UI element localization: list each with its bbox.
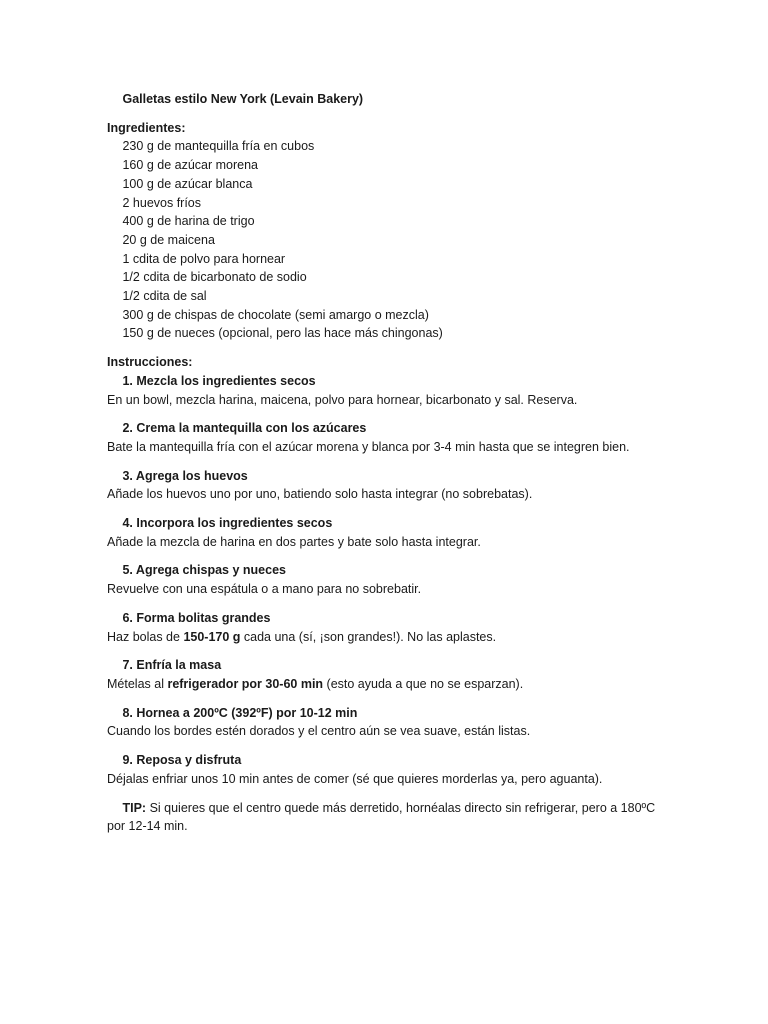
tip-text: Si quieres que el centro quede más derretido, hornéalas directo sin refrigerar, pero a 180ºC por 12-14 min. [107, 800, 656, 834]
step-body [107, 485, 667, 504]
step-heading-text: 8. Hornea a 200ºC (392ºF) por 10-12 min [122, 705, 358, 720]
step-body [107, 628, 667, 647]
ingredient-text: 100 g de azúcar blanca [122, 176, 253, 191]
recipe-document [107, 90, 667, 836]
step-body [107, 391, 667, 410]
step-heading [107, 467, 667, 486]
ingredient-item [107, 268, 667, 287]
step-body-text: (esto ayuda a que no se esparzan). [323, 676, 524, 691]
ingredients-list [107, 137, 667, 343]
ingredient-text: 160 g de azúcar morena [122, 158, 258, 173]
ingredient-item [107, 250, 667, 269]
step-heading [107, 372, 667, 391]
step-6 [107, 609, 667, 646]
ingredient-text: 150 g de nueces (opcional, pero las hace más chingonas) [122, 326, 443, 341]
step-heading [107, 751, 667, 770]
ingredient-item [107, 306, 667, 325]
step-5 [107, 561, 667, 598]
ingredient-item [107, 194, 667, 213]
step-body [107, 770, 667, 789]
step-body-text: En un bowl, mezcla harina, maicena, polvo para hornear, bicarbonato y sal. Reserva. [107, 392, 578, 407]
ingredients-heading: Ingredientes: [107, 120, 186, 135]
instructions-heading: Instrucciones: [107, 355, 193, 370]
step-body-emphasis: refrigerador por 30-60 min [167, 676, 324, 691]
tip-label: TIP: [122, 800, 147, 815]
step-heading-text: 3. Agrega los huevos [122, 468, 248, 483]
ingredient-text: 400 g de harina de trigo [122, 214, 255, 229]
ingredient-item [107, 231, 667, 250]
recipe-title [107, 90, 667, 109]
step-3 [107, 467, 667, 504]
ingredient-text: 1 cdita de polvo para hornear [122, 251, 286, 266]
ingredient-text: 2 huevos fríos [122, 195, 201, 210]
step-heading [107, 656, 667, 675]
step-2 [107, 419, 667, 456]
step-body-text: Déjalas enfriar unos 10 min antes de comer (sé que quieres morderlas ya, pero aguanta). [107, 771, 603, 786]
step-8 [107, 704, 667, 741]
recipe-title-text: Galletas estilo New York (Levain Bakery) [122, 92, 364, 106]
step-4 [107, 514, 667, 551]
step-heading [107, 704, 667, 723]
step-body-text: Añade los huevos uno por uno, batiendo solo hasta integrar (no sobrebatas). [107, 487, 533, 502]
ingredient-item [107, 175, 667, 194]
step-heading [107, 514, 667, 533]
step-body [107, 533, 667, 552]
step-body [107, 438, 667, 457]
step-7 [107, 656, 667, 693]
step-heading-text: 1. Mezcla los ingredientes secos [122, 373, 316, 388]
step-body-text: Añade la mezcla de harina en dos partes y bate solo hasta integrar. [107, 534, 481, 549]
step-body [107, 580, 667, 599]
step-9 [107, 751, 667, 788]
step-heading-text: 6. Forma bolitas grandes [122, 610, 271, 625]
step-body-emphasis: 150-170 g [183, 629, 241, 644]
step-heading [107, 419, 667, 438]
ingredient-item [107, 212, 667, 231]
ingredient-text: 20 g de maicena [122, 232, 215, 247]
tip-paragraph [107, 799, 667, 836]
ingredient-text: 230 g de mantequilla fría en cubos [122, 139, 315, 154]
ingredient-item [107, 287, 667, 306]
step-heading-text: 2. Crema la mantequilla con los azúcares [122, 421, 367, 436]
ingredient-text: 1/2 cdita de sal [122, 289, 207, 304]
ingredient-item [107, 324, 667, 343]
step-1 [107, 372, 667, 409]
step-body-text: Bate la mantequilla fría con el azúcar morena y blanca por 3-4 min hasta que se integren bien. [107, 439, 630, 454]
step-heading [107, 561, 667, 580]
step-body-text: cada una (sí, ¡son grandes!). No las aplastes. [240, 629, 497, 644]
ingredient-text: 300 g de chispas de chocolate (semi amargo o mezcla) [122, 307, 429, 322]
ingredient-item [107, 137, 667, 156]
step-heading-text: 4. Incorpora los ingredientes secos [122, 516, 333, 531]
step-heading-text: 7. Enfría la masa [122, 658, 222, 673]
step-body-text: Cuando los bordes estén dorados y el centro aún se vea suave, están listas. [107, 724, 531, 739]
step-body [107, 675, 667, 694]
step-heading-text: 9. Reposa y disfruta [122, 753, 242, 768]
step-heading [107, 609, 667, 628]
ingredient-text: 1/2 cdita de bicarbonato de sodio [122, 270, 307, 285]
step-body [107, 722, 667, 741]
step-body-text: Haz bolas de [107, 629, 184, 644]
step-body-text: Revuelve con una espátula o a mano para no sobrebatir. [107, 582, 422, 597]
step-heading-text: 5. Agrega chispas y nueces [122, 563, 286, 578]
step-body-text: Mételas al [107, 676, 168, 691]
ingredient-item [107, 156, 667, 175]
